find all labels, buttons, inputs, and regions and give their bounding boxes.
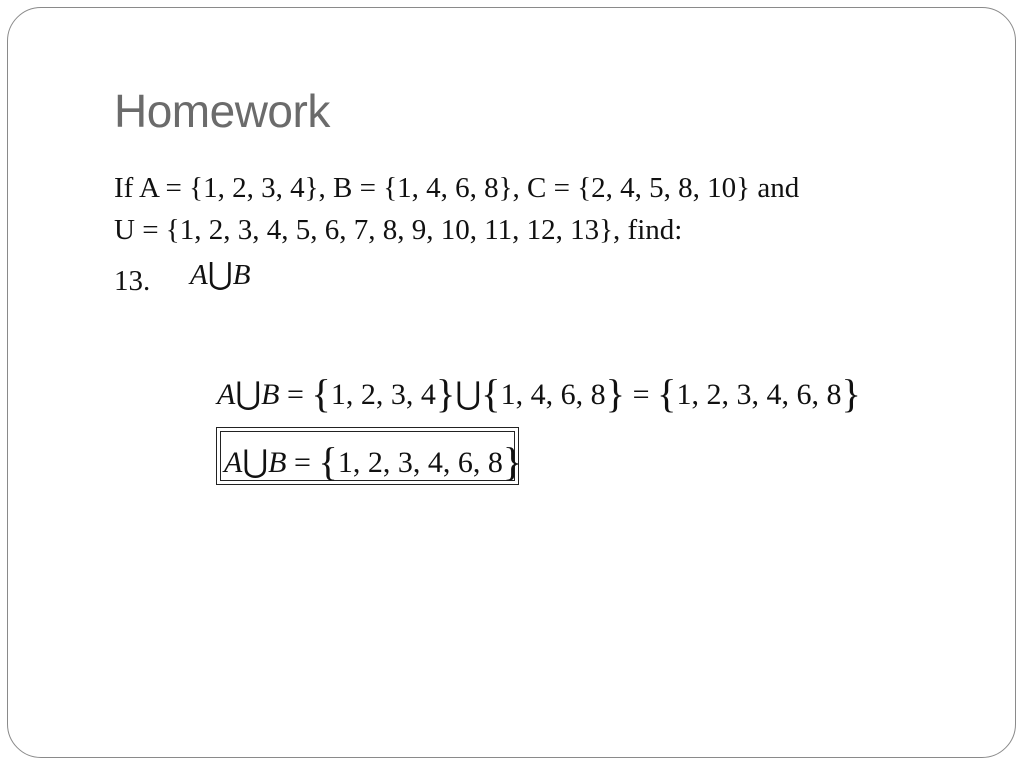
- problem-expression: [190, 259, 250, 290]
- open-brace: {: [318, 439, 338, 485]
- set-b-symbol: B: [268, 446, 287, 479]
- problem-number: 13.: [114, 265, 151, 297]
- close-brace: }: [435, 371, 456, 417]
- slide-title: Homework: [114, 85, 330, 137]
- problem-statement-line-1: If A = {1, 2, 3, 4}, B = {1, 4, 6, 8}, C = {2, 4, 5, 8, 10} and: [114, 172, 800, 204]
- answer-set-elements: 1, 2, 3, 4, 6, 8: [337, 446, 503, 479]
- equals-sign: =: [279, 378, 312, 411]
- close-brace: }: [605, 371, 626, 417]
- set-a-symbol: A: [190, 259, 208, 291]
- close-brace: }: [502, 439, 523, 485]
- open-brace: {: [481, 371, 501, 417]
- union-symbol: ⋃: [235, 376, 262, 411]
- solution-equation: [217, 371, 861, 417]
- set-b-elements: 1, 4, 6, 8: [500, 378, 606, 411]
- problem-statement-line-2: U = {1, 2, 3, 4, 5, 6, 7, 8, 9, 10, 11, 12, 13}, find:: [114, 214, 683, 246]
- equals-sign: =: [286, 446, 319, 479]
- set-b-symbol: B: [232, 259, 251, 291]
- union-symbol: ⋃: [242, 444, 269, 479]
- set-a-elements: 1, 2, 3, 4: [330, 378, 436, 411]
- union-symbol: ⋃: [207, 257, 233, 291]
- equals-sign: =: [625, 378, 657, 411]
- close-brace: }: [841, 371, 861, 417]
- open-brace: {: [311, 371, 331, 417]
- set-a-symbol: A: [217, 378, 236, 411]
- boxed-answer: [224, 439, 523, 485]
- set-a-symbol: A: [224, 446, 243, 479]
- open-brace: {: [657, 371, 677, 417]
- union-result: 1, 2, 3, 4, 6, 8: [676, 378, 842, 411]
- set-b-symbol: B: [261, 378, 280, 411]
- union-symbol: ⋃: [455, 376, 482, 411]
